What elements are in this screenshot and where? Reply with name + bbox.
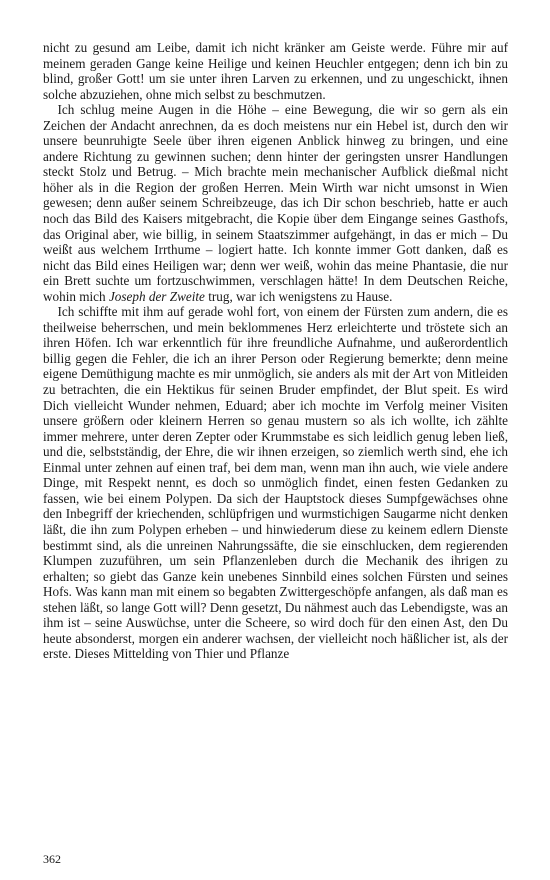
paragraph-text: Ich schiffte mit ihm auf gerade wohl fort, von einem der Fürsten zum andern, die es theilweise beherrschen, und mein beklommenes Herz erleichterte und tröstete sich an ihren Höfen. Ich war erkenntlich für ihre freundliche Aufnahme, und außerordentlich billig gegen die Fehler, die ich an ihrer Person oder Regierung bemerkte; denn meine eigene Demüthigung machte es mir unmöglich, sie anders als mit der Art von Mitleiden zu betrachten, die ein Hektikus für seinen Bruder empfindet, der Blut speit. Es wird Dich vielleicht Wunder nehmen, Eduard; aber ich mochte im Verfolg meiner Visiten unsere größern oder kleinern Herren so genau mustern so als ich wollte, ich zählte immer mehrere, unter deren Zepter oder Krummstabe es sich leidlich genug leben ließ, und die, selbstständig, der Ehre, die wir ihnen erzeigen, so ziemlich werth sind, ehe ich Einmal unter zehnen auf einen traf, bei dem man, wenn man ihn auch, wie viele andere Dinge, mit Respekt nennt, es doch so unmöglich findet, einen festen Gedanken zu fassen, wie bei einem Polypen. Da sich der Hauptstock dieses Sumpfgewächses ohne den Inbegriff der kriechenden, schlüpfrigen und wurmstichigen Saugarme nicht denken läßt, die ihn zum Polypen erheben – und hinwiederum diese zu keinem edlern Dienste bestimmt sind, als die unreinen Nahrungssäfte, die sie einschlucken, dem regierenden Klumpen zuzuführen, um sein Pflanzenleben durch die Mechanik des ihrigen zu erhalten; so giebt das Ganze kein unebenes Sinnbild eines solchen Fürsten und seines Hofs. Was kann man mit einem so begabten Zwittergeschöpfe anfangen, als daß man es stehen läßt, so lange Gott will? Denn gesetzt, Du nähmest auch das Lebendigste, was an ihm ist – seine Auswüchse, unter die Scheere, so wird doch für den einen Ast, den Du heute absonderst, morgen ein anderer wachsen, der vielleicht noch häßlicher ist, als der erste. Dieses Mittelding von Thier und Pflanze <box>43 304 508 662</box>
paragraph-text: trug, war ich wenigstens zu Hause. <box>204 288 393 304</box>
paragraph-text: nicht zu gesund am Leibe, damit ich nicht kränker am Geiste werde. Führe mir auf meinem geraden Gange keine Heilige und keinen Heuchler entgegen; denn ich bin zu blind, großer Gott! um sie unter ihren Larven zu erkennen, und zu ungeschickt, ihnen solche abzuziehen, ohne mich selbst zu beschmutzen. <box>43 40 508 102</box>
italic-text: Joseph der Zweite <box>108 288 205 304</box>
paragraph-2 <box>43 102 508 304</box>
document-body <box>43 40 508 662</box>
page-number: 362 <box>43 852 61 866</box>
paragraph-text: Ich schlug meine Augen in die Höhe – eine Bewegung, die wir so gern als ein Zeichen der Andacht anrechnen, da es doch meistens nur ein Hebel ist, durch den wir unsere beunruhigte Seele über ihren eigenen Anblick hinweg zu bringen, und eine andere Richtung zu gewinnen suchen; denn hinter der geringsten unsrer Handlungen steckt Stolz und Betrug. – Mich brachte mein mechanischer Aufblick dießmal nicht höher als in die Region der großen Herren. Mein Wirth war nicht umsonst in Wien gewesen; denn außer seinem Schreibzeuge, das ich Dir schon beschrieb, hatte er auch noch das Bild des Kaisers mitgebracht, die Kopie über dem Eingange seines Gasthofs, das Original aber, wie billig, in seinem Staatszimmer aufgehängt, in das er mich – Du weißt aus welchem Irrthume – logiert hatte. Ich konnte immer Gott danken, daß es nicht das Bild eines Heiligen war; denn wer weiß, wohin das meine Phantasie, die nur ein Brett suchte um fortzuschwimmen, verschlagen hätte! In dem Deutschen Reiche, wohin mich <box>43 102 508 304</box>
paragraph-3 <box>43 304 508 662</box>
paragraph-1 <box>43 40 508 102</box>
